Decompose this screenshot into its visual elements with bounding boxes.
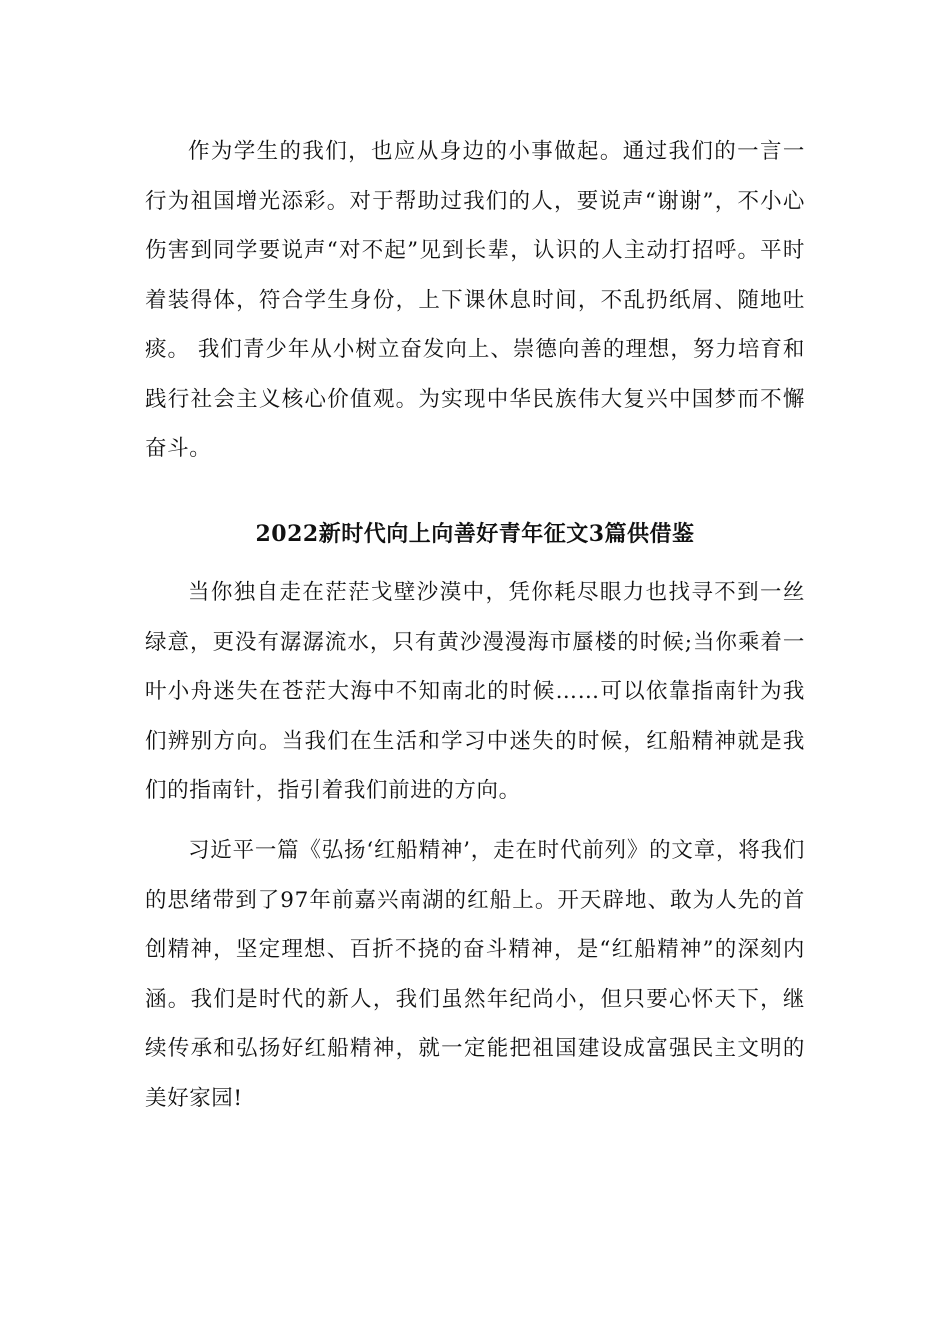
- body-paragraph-1: 作为学生的我们，也应从身边的小事做起。通过我们的一言一行为祖国增光添彩。对于帮助过我们的人，要说声“谢谢”，不小心伤害到同学要说声“对不起”见到长辈，认识的人主动打招呼。平时着装得体，符合学生身份，上下课休息时间，不乱扔纸屑、随地吐痰。 我们青少年从小树立奋发向上、崇德向善的理想，努力培育和践行社会主义核心价值观。为实现中华民族伟大复兴中国梦而不懈奋斗。: [145, 139, 805, 461]
- body-paragraph-3: 习近平一篇《弘扬‘红船精神’，走在时代前列》的文章，将我们的思绪带到了97年前嘉兴南湖的红船上。开天辟地、敢为人先的首创精神，坚定理想、百折不挠的奋斗精神，是“红船精神”的深刻内涵。我们是时代的新人，我们虽然年纪尚小，但只要心怀天下，继续传承和弘扬好红船精神，就一定能把祖国建设成富强民主文明的美好家园!: [145, 838, 805, 1111]
- body-paragraph-2: 当你独自走在茫茫戈壁沙漠中，凭你耗尽眼力也找寻不到一丝绿意，更没有潺潺流水，只有黄沙漫漫海市蜃楼的时候;当你乘着一叶小舟迷失在苍茫大海中不知南北的时候……可以依靠指南针为我们辨别方向。当我们在生活和学习中迷失的时候，红船精神就是我们的指南针，指引着我们前进的方向。: [145, 580, 805, 803]
- essay-title: 2022新时代向上向善好青年征文3篇供借鉴: [255, 521, 695, 547]
